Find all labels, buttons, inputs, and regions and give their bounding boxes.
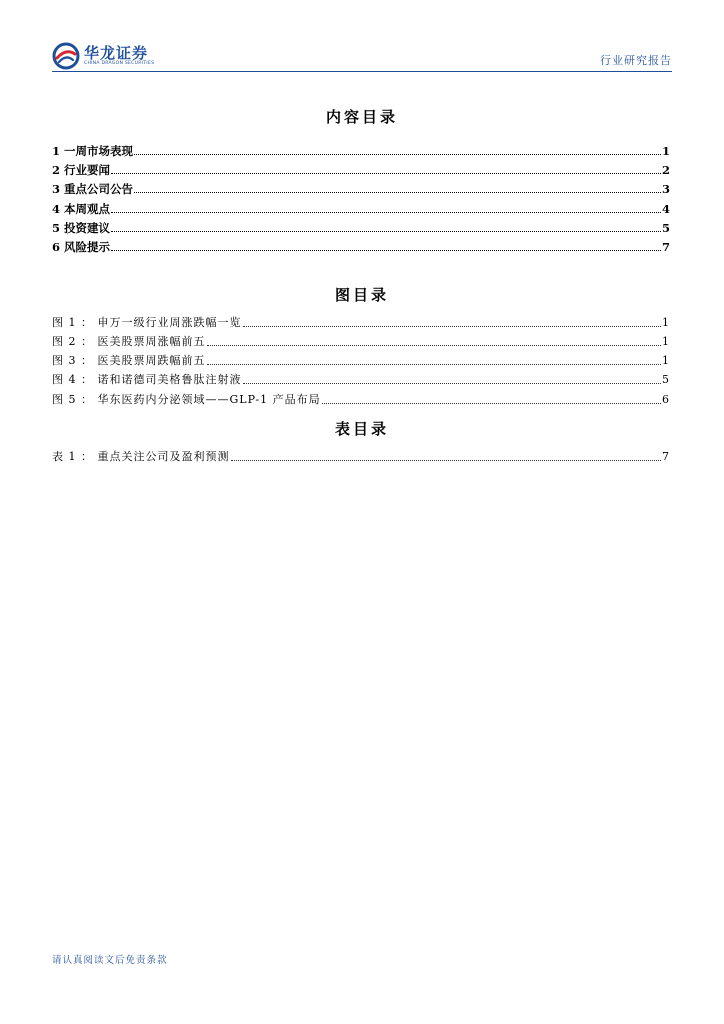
report-type: 行业研究报告: [600, 54, 672, 67]
toc-item-label: 4 本周观点: [52, 202, 111, 216]
leader-dots: [243, 316, 662, 327]
company-logo: [52, 42, 154, 70]
leader-dots: [322, 393, 661, 404]
tables-title: 表目录: [334, 420, 389, 438]
figure-toc-page: 1: [662, 354, 670, 367]
table-toc-label: 表 1 ： 重点关注公司及盈利预测: [52, 450, 230, 463]
toc-item-page: 1: [661, 144, 670, 158]
figure-toc-label: 图 1 ： 申万一级行业周涨跌幅一览: [52, 316, 242, 329]
figure-toc-label: 图 4 ： 诺和诺德司美格鲁肽注射液: [52, 373, 242, 386]
dragon-logo-icon: [52, 42, 80, 70]
leader-dots: [111, 202, 661, 213]
contents-title: 内容目录: [325, 108, 398, 126]
toc-item-page: 3: [661, 182, 670, 196]
leader-dots: [134, 182, 661, 193]
toc-item-label: 3 重点公司公告: [52, 182, 134, 196]
toc-item-label: 6 风险提示: [52, 240, 111, 254]
toc-item-label: 1 一周市场表现: [52, 144, 134, 158]
toc-item-page: 5: [661, 221, 670, 235]
figure-toc-label: 图 2 ： 医美股票周涨幅前五: [52, 335, 206, 348]
toc-item[interactable]: [52, 200, 670, 216]
table-toc-item[interactable]: [52, 448, 670, 464]
leader-dots: [111, 163, 661, 174]
toc-item-page: 2: [661, 163, 670, 177]
leader-dots: [134, 144, 661, 155]
toc-item-label: 2 行业要闻: [52, 163, 111, 177]
disclaimer-note: 请认真阅读文后免责条款: [52, 955, 168, 966]
toc-item[interactable]: [52, 142, 670, 158]
leader-dots: [111, 221, 661, 232]
leader-dots: [207, 335, 662, 346]
figure-toc-item[interactable]: [52, 314, 670, 330]
toc-item[interactable]: [52, 238, 670, 254]
table-toc-page: 7: [662, 450, 670, 463]
leader-dots: [207, 354, 662, 365]
figure-toc-label: 图 3 ： 医美股票周跌幅前五: [52, 354, 206, 367]
toc-item[interactable]: [52, 161, 670, 177]
logo-english-name: CHINA DRAGON SECURITIES: [84, 61, 155, 66]
toc-item[interactable]: [52, 180, 670, 196]
page-header: [52, 40, 672, 72]
toc-item-label: 5 投资建议: [52, 221, 111, 235]
leader-dots: [231, 450, 662, 461]
figures-title: 图目录: [334, 286, 389, 304]
leader-dots: [111, 240, 661, 251]
figure-toc-item[interactable]: [52, 333, 670, 349]
figure-toc-page: 5: [662, 373, 670, 386]
toc-item[interactable]: [52, 219, 670, 235]
logo-chinese-name: 华龙证券: [84, 44, 149, 62]
figure-toc-page: 6: [662, 393, 670, 406]
figure-toc-label: 图 5 ： 华东医药内分泌领域——GLP-1 产品布局: [52, 393, 321, 406]
toc-item-page: 7: [661, 240, 670, 254]
toc-item-page: 4: [661, 202, 670, 216]
figure-toc-page: 1: [662, 316, 670, 329]
leader-dots: [243, 373, 662, 384]
figure-toc-item[interactable]: [52, 391, 670, 407]
figure-toc-page: 1: [662, 335, 670, 348]
figure-toc-item[interactable]: [52, 352, 670, 368]
figure-toc-item[interactable]: [52, 371, 670, 387]
header-divider: [52, 71, 672, 72]
